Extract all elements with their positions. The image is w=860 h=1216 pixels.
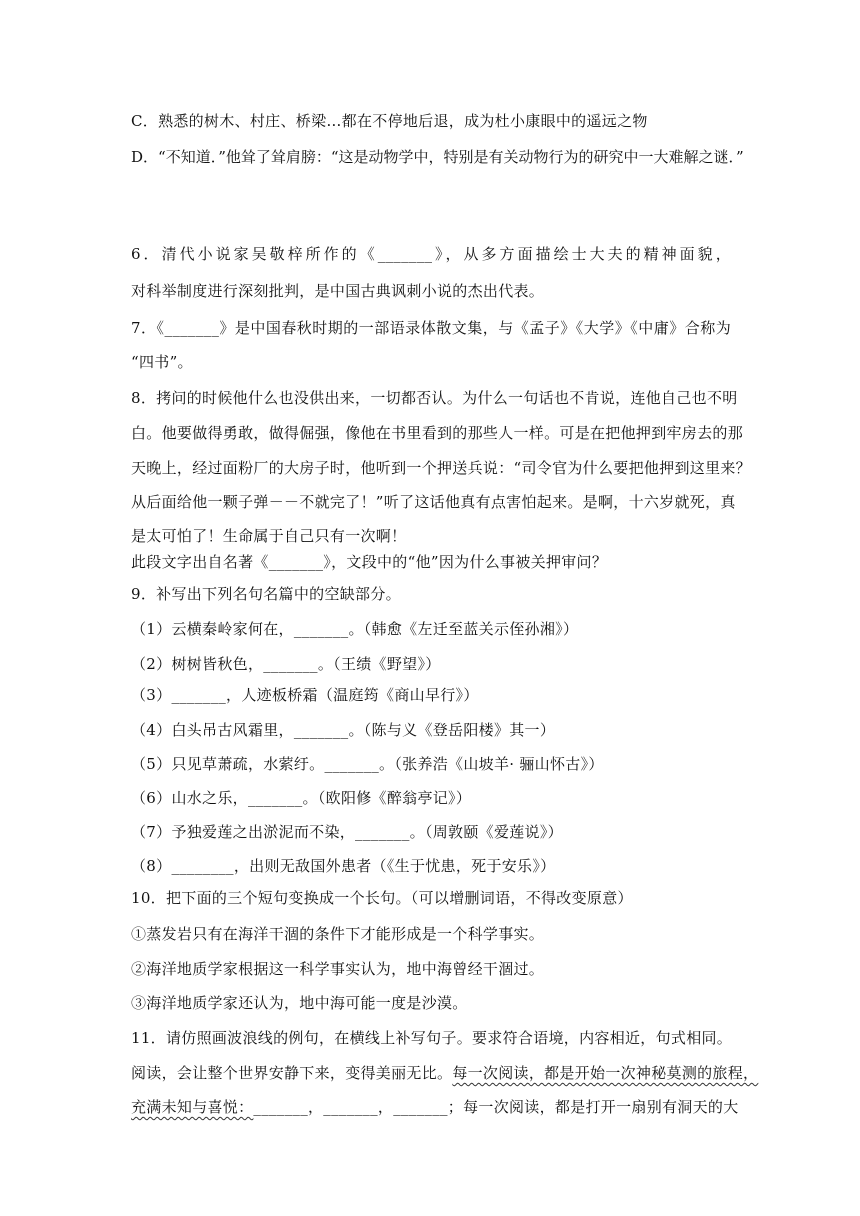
question-11-line-2 (131, 1097, 739, 1117)
passage-text: 阅读，会让整个世界安静下来，变得美丽无比。 (131, 1064, 453, 1082)
question-8-line-2: 白。他要做得勇敢，做得倔强，像他在书里看到的那些人一样。可是在把他押到牢房去的那 (131, 424, 744, 442)
question-10-sentence-2: ②海洋地质学家根据这一科学事实认为，地中海曾经干涸过。 (131, 960, 545, 978)
question-9-item-4: （4）白头吊古风霜里，_______。（陈与义《登岳阳楼》其一） (131, 721, 556, 739)
question-7-line-1: 7．《_______》是中国春秋时期的一部语录体散文集，与《孟子》《大学》《中庸》合称为 (131, 319, 731, 337)
question-10-sentence-1: ①蒸发岩只有在海洋干涸的条件下才能形成是一个科学事实。 (131, 925, 545, 943)
wavy-example-sentence-end: 充满未知与喜悦： (131, 1098, 254, 1116)
option-d: D．“不知道．”他耸了耸肩膀：“这是动物学中，特别是有关动物行为的研究中一大难解之谜．” (131, 148, 744, 166)
question-11-title: 11．请仿照画波浪线的例句，在横线上补写句子。要求符合语境，内容相近，句式相同。 (131, 1029, 733, 1047)
question-10-sentence-3: ③海洋地质学家还认为，地中海可能一度是沙漠。 (131, 994, 468, 1012)
question-8-line-5: 是太可怕了！生命属于自己只有一次啊！ (131, 527, 407, 545)
question-10-title: 10．把下面的三个短句变换成一个长句。（可以增删词语，不得改变原意） (131, 889, 633, 907)
question-7-line-2: “四书”。 (131, 353, 193, 371)
option-c: C．熟悉的树木、村庄、桥梁…都在不停地后退，成为杜小康眼中的遥远之物 (131, 112, 648, 130)
question-9-item-8: （8）________，出则无敌国外患者（《生于忧患，死于安乐》） (131, 857, 556, 875)
wavy-example-sentence: 每一次阅读，都是开始一次神秘莫测的旅程， (452, 1064, 759, 1082)
question-9-title: 9．补写出下列名句名篇中的空缺部分。 (131, 585, 401, 603)
question-8-line-6: 此段文字出自名著《_______》，文段中的“他”因为什么事被关押审问？ (131, 553, 608, 571)
question-8-line-1: 8．拷问的时候他什么也没供出来，一切都否认。为什么一句话也不肯说，连他自己也不明 (131, 389, 738, 407)
question-9-item-3: （3）_______，人迹板桥霜（温庭筠《商山早行》） (131, 686, 479, 704)
question-9-item-7: （7）予独爱莲之出淤泥而不染，_______。（周敦颐《爱莲说》） (131, 823, 563, 841)
question-9-item-1: （1）云横秦岭家何在，_______。（韩愈《左迁至蓝关示侄孙湘》） (131, 620, 579, 638)
question-11-line-1 (131, 1063, 759, 1083)
fill-in-blanks: _______，_______，_______；每一次阅读，都是打开一扇别有洞天的大 (253, 1098, 739, 1116)
question-8-line-3: 天晚上，经过面粉厂的大房子时，他听到一个押送兵说：“司令官为什么要把他押到这里来？ (131, 459, 751, 477)
question-6-line-1: 6．清代小说家吴敬梓所作的《_______》，从多方面描绘士大夫的精神面貌， (131, 245, 731, 263)
question-8-line-4: 从后面给他一颗子弹－－不就完了！”听了这话他真有点害怕起来。是啊，十六岁就死，真 (131, 493, 736, 511)
question-9-item-5: （5）只见草萧疏，水萦纡。_______。（张养浩《山坡羊· 骊山怀古》） (131, 755, 604, 773)
question-9-item-2: （2）树树皆秋色，_______。（王绩《野望》） (131, 655, 441, 673)
question-9-item-6: （6）山水之乐，_______。（欧阳修《醉翁亭记》） (131, 789, 472, 807)
question-6-line-2: 对科举制度进行深刻批判，是中国古典讽刺小说的杰出代表。 (131, 282, 545, 300)
